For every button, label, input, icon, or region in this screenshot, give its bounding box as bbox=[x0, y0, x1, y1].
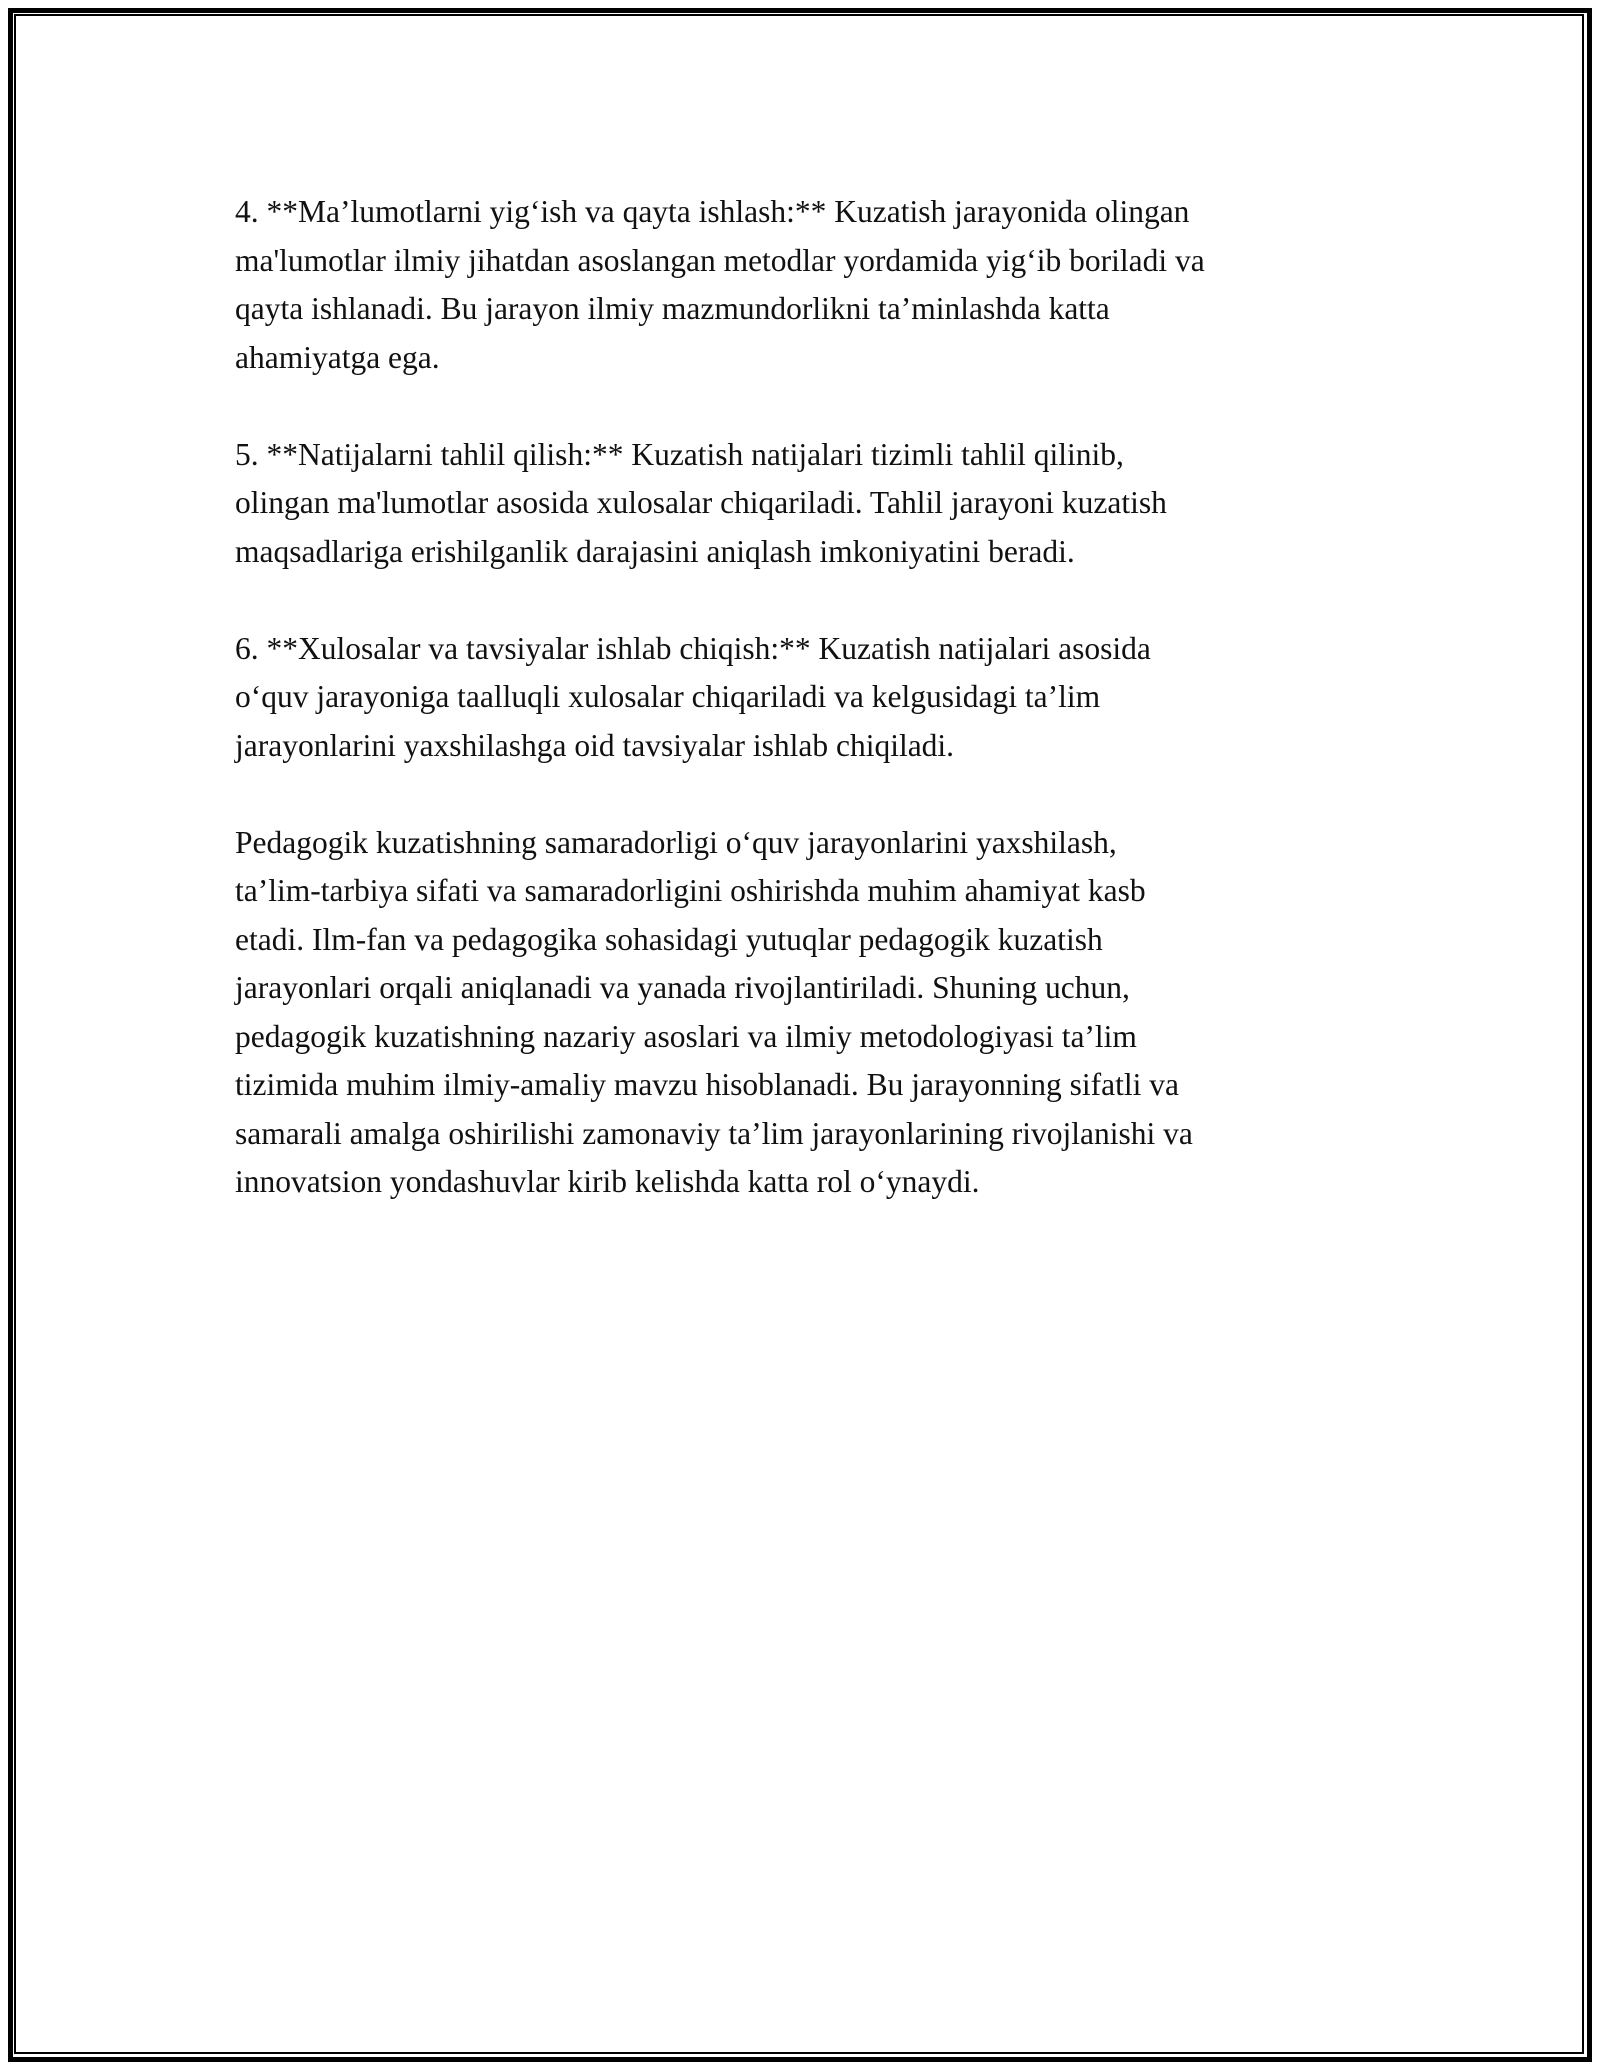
paragraph-item-6: 6. **Xulosalar va tavsiyalar ishlab chiqish:** Kuzatish natijalari asosida o‘quv jarayoniga taalluqli xulosalar chiqariladi va kelgusidagi ta’lim jarayonlarini yaxshilashga oid tavsiyalar ishlab chiqiladi. bbox=[235, 630, 1151, 763]
paragraph-item-5: 5. **Natijalarni tahlil qilish:** Kuzatish natijalari tizimli tahlil qilinib, olingan ma'lumotlar asosida xulosalar chiqariladi. Tahlil jarayoni kuzatish maqsadlariga erishilganlik darajasini aniqlash imkoniyatini beradi. bbox=[235, 436, 1167, 569]
paragraph-item-4: 4. **Ma’lumotlarni yig‘ish va qayta ishlash:** Kuzatish jarayonida olingan ma'lumotlar ilmiy jihatdan asoslangan metodlar yordamida yig‘ib boriladi va qayta ishlanadi. Bu jarayon ilmiy mazmundorlikni ta’minlashda katta ahamiyatga ega. bbox=[235, 194, 1205, 375]
paragraph-conclusion: Pedagogik kuzatishning samaradorligi o‘quv jarayonlarini yaxshilash, ta’lim-tarbiya sifati va samaradorligini oshirishda muhim ahamiyat kasb etadi. Ilm-fan va pedagogika sohasidagi yutuqlar pedagogik kuzatish jarayonlari orqali aniqlanadi va yanada rivojlantiriladi. Shuning uchun, pedagogik kuzatishning nazariy asoslari va ilmiy metodologiyasi ta’lim tizimida muhim ilmiy-amaliy mavzu hisoblanadi. Bu jarayonning sifatli va samarali amalga oshirilishi zamonaviy ta’lim jarayonlarining rivojlanishi va innovatsion yondashuvlar kirib kelishda katta rol o‘ynaydi. bbox=[235, 824, 1193, 1199]
document-body bbox=[235, 188, 1375, 1255]
